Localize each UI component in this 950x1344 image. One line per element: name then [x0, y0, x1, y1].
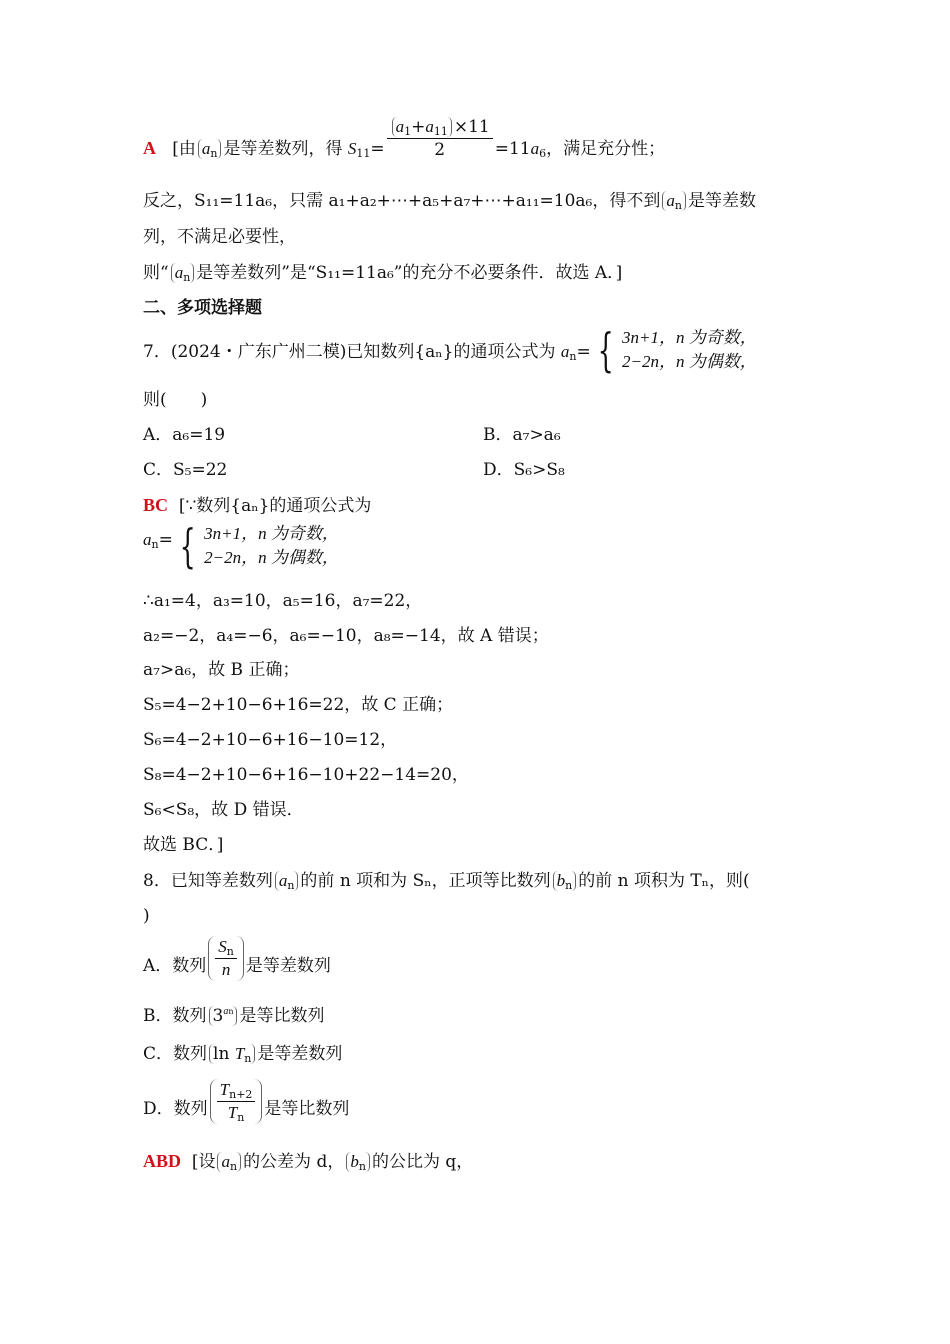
q7-option-d: D．S₆>S₈	[483, 460, 565, 480]
q7-answer-piecewise: $a_n=$ { 3n+1，n 为奇数， 2−2n，n 为偶数，	[143, 519, 339, 573]
q7-stem: 7．(2024・广东广州二模)已知数列{aₙ}的通项公式为 $a_n=$ { 3n+1，n 为奇数， 2−2n，n 为偶数，	[143, 323, 757, 377]
answer-label: A	[143, 138, 156, 158]
q8-option-c: C．数列 $\ln T_n$ 是等差数列	[143, 1044, 343, 1065]
text: [由	[172, 139, 196, 159]
q7-options-row-1	[143, 423, 820, 447]
fraction: $\frac{a_1+a_{11} \times 11}{2}$	[387, 116, 493, 161]
q8-answer-line-1: ABD [设 $a_n$ 的公差为 d， $b_n$ 的公比为 q，	[143, 1151, 474, 1173]
q7-answer-line-8: S₈=4−2+10−6+16−10+22−14=20，	[143, 765, 469, 785]
q7-option-a: A．a₆=19	[143, 425, 226, 445]
answer-label: ABD	[143, 1151, 182, 1171]
q7-option-c: C．S₅=22	[143, 460, 228, 480]
q7-options-row-2	[143, 458, 820, 482]
answer-a-line-3: 列，不满足必要性，	[143, 227, 296, 247]
q7-answer-line-7: S₆=4−2+10−6+16−10=12，	[143, 730, 398, 750]
q7-answer-line-10: 故选 BC．]	[143, 835, 224, 855]
section-heading: 二、多项选择题	[143, 298, 262, 318]
q7-answer-line-9: S₆<S₈，故 D 错误．	[143, 800, 304, 820]
q7-answer-line-5: a₇>a₆，故 B 正确；	[143, 660, 300, 680]
q7-answer-line-3: ∴a₁=4，a₃=10，a₅=16，a₇=22，	[143, 591, 423, 611]
sequence-bracket: $a_n$	[198, 139, 222, 159]
answer-a-line-4: 则“ $a_n$ 是等差数列”是“S₁₁=11a₆”的充分不必要条件．故选 A．]	[143, 263, 623, 284]
q7-answer-line-4: a₂=−2，a₄=−6，a₆=−10，a₈=−14，故 A 错误；	[143, 626, 549, 646]
q8-option-d: D．数列 $\frac{T_{n+2}}{T_n}$ 是等比数列	[143, 1080, 350, 1124]
piecewise: { 3n+1，n 为奇数， 2−2n，n 为偶数，	[597, 323, 757, 377]
text: 是等差数列，得	[223, 139, 348, 159]
q7-answer-line-6: S₅=4−2+10−6+16=22，故 C 正确；	[143, 695, 454, 715]
q8-option-a: A．数列 $\frac{S_n}{n}$ 是等差数列	[143, 937, 331, 979]
q8-stem-close: )	[143, 906, 150, 926]
q7-then: 则( )	[143, 390, 208, 410]
q8-option-b: B．数列 $3^{an}$ 是等比数列	[143, 1006, 325, 1026]
q7-answer-line-1: BC [∵数列{aₙ}的通项公式为	[143, 495, 372, 516]
answer-a-line-2: 反之，S₁₁=11a₆，只需 a₁+a₂+⋯+a₅+a₇+⋯+a₁₁=10a₆，得不到 $a_n$ 是等差数	[143, 191, 756, 212]
answer-a-line-1: A [由 $a_n$ 是等差数列，得 $S_{11}=$ $\frac{a_1+a_{11} \times 11}{2}$ $=11a_6$，满足充分性；	[143, 117, 666, 160]
q8-stem: 8．已知等差数列 $a_n$ 的前 n 项和为 Sₙ，正项等比数列 $b_n$ 的前 n 项积为 Tₙ，则(	[143, 871, 750, 892]
answer-label: BC	[143, 495, 169, 515]
q7-option-b: B．a₇>a₆	[483, 425, 561, 445]
